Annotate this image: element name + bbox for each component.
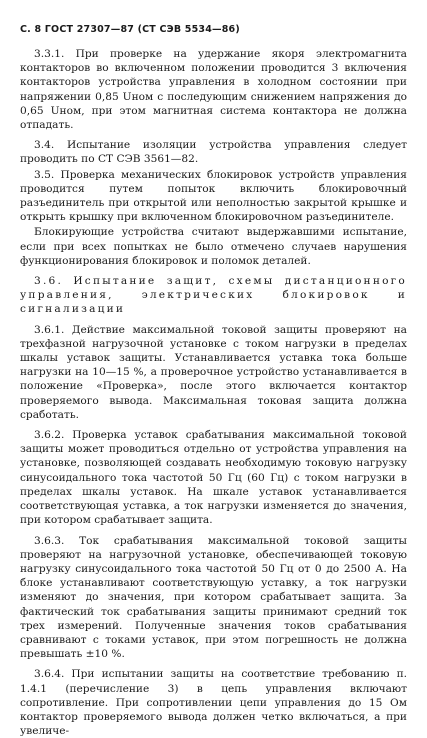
document-body — [20, 47, 407, 738]
paragraph-3-6-1: 3.6.1. Действие максимальной токовой защиты проверяют на трехфазной нагрузочной установке с током нагрузки в пределах шкалы уставок защиты. Устанавливается уставка тока больше нагрузки на 10—15 %, а проверочное устройство устанавливается в положение «Проверка», после этого включается контактор проверяемого вывода. Максимальная токовая защита должна сработать. — [20, 323, 407, 421]
paragraph-3-6-2: 3.6.2. Проверка уставок срабатывания максимальной токовой защиты может проводиться отдельно от устройства управления на установке, позволяющей создавать необходимую токовую нагрузку синусоидального тока частотой 50 Гц (60 Гц) с током нагрузки в пределах шкалы уставок. На шкале уставок устанавливается соответствующая уставка, а ток нагрузки изменяется до значения, при котором срабатывает защита. — [20, 429, 407, 527]
paragraph-3-6-4: 3.6.4. При испытании защиты на соответствие требованию п. 1.4.1 (перечисление 3) в цепь управления включают сопротивление. При сопротивлении цепи управления до 15 Ом контактор проверяемого вывода должен четко включаться, а при увеличе- — [20, 668, 407, 738]
paragraph-3-3-1: 3.3.1. При проверке на удержание якоря электромагнита контакторов во включенном положении проводится 3 включения контакторов устройства управления в холодном состоянии при напряжении 0,85 Uном с последующим снижением напряжения до 0,65 Uном, при этом магнитная система контактора не должна отпадать. — [20, 48, 407, 132]
section-title-3-6: 3.6. Испытание защит, схемы дистанционного управления, электрических блокировок и сигнализации — [20, 275, 407, 316]
paragraph-3-6-3: 3.6.3. Ток срабатывания максимальной токовой защиты проверяют на нагрузочной установке, обеспечивающей токовую нагрузку синусоидального тока частотой 50 Гц от 0 до 2500 А. На блоке устанавливают соответствующую уставку, а ток нагрузки изменяют до значения, при котором срабатывает защита. За фактический ток срабатывания защиты принимают средний ток трех измерений. Полученные значения токов срабатывания сравнивают с токами уставок, при этом погрешность не должна превышать ±10 %. — [20, 534, 407, 661]
paragraph-blocking-devices: Блокирующие устройства считают выдержавшими испытание, если при всех попытках не было отмечено случаев нарушения функционирования блокировок и поломок деталей. — [20, 226, 407, 267]
paragraph-3-4: 3.4. Испытание изоляции устройства управления следует проводить по СТ СЭВ 3561—82. — [20, 139, 407, 166]
paragraph-3-5: 3.5. Проверка механических блокировок устройств управления проводится путем попыток включить блокировочный разъединитель при открытой или неполностью закрытой крышке и открыть крышку при включенном блокировочном разъединителе. — [20, 168, 407, 224]
page-header: С. 8 ГОСТ 27307—87 (СТ СЭВ 5534—86) — [20, 24, 240, 35]
